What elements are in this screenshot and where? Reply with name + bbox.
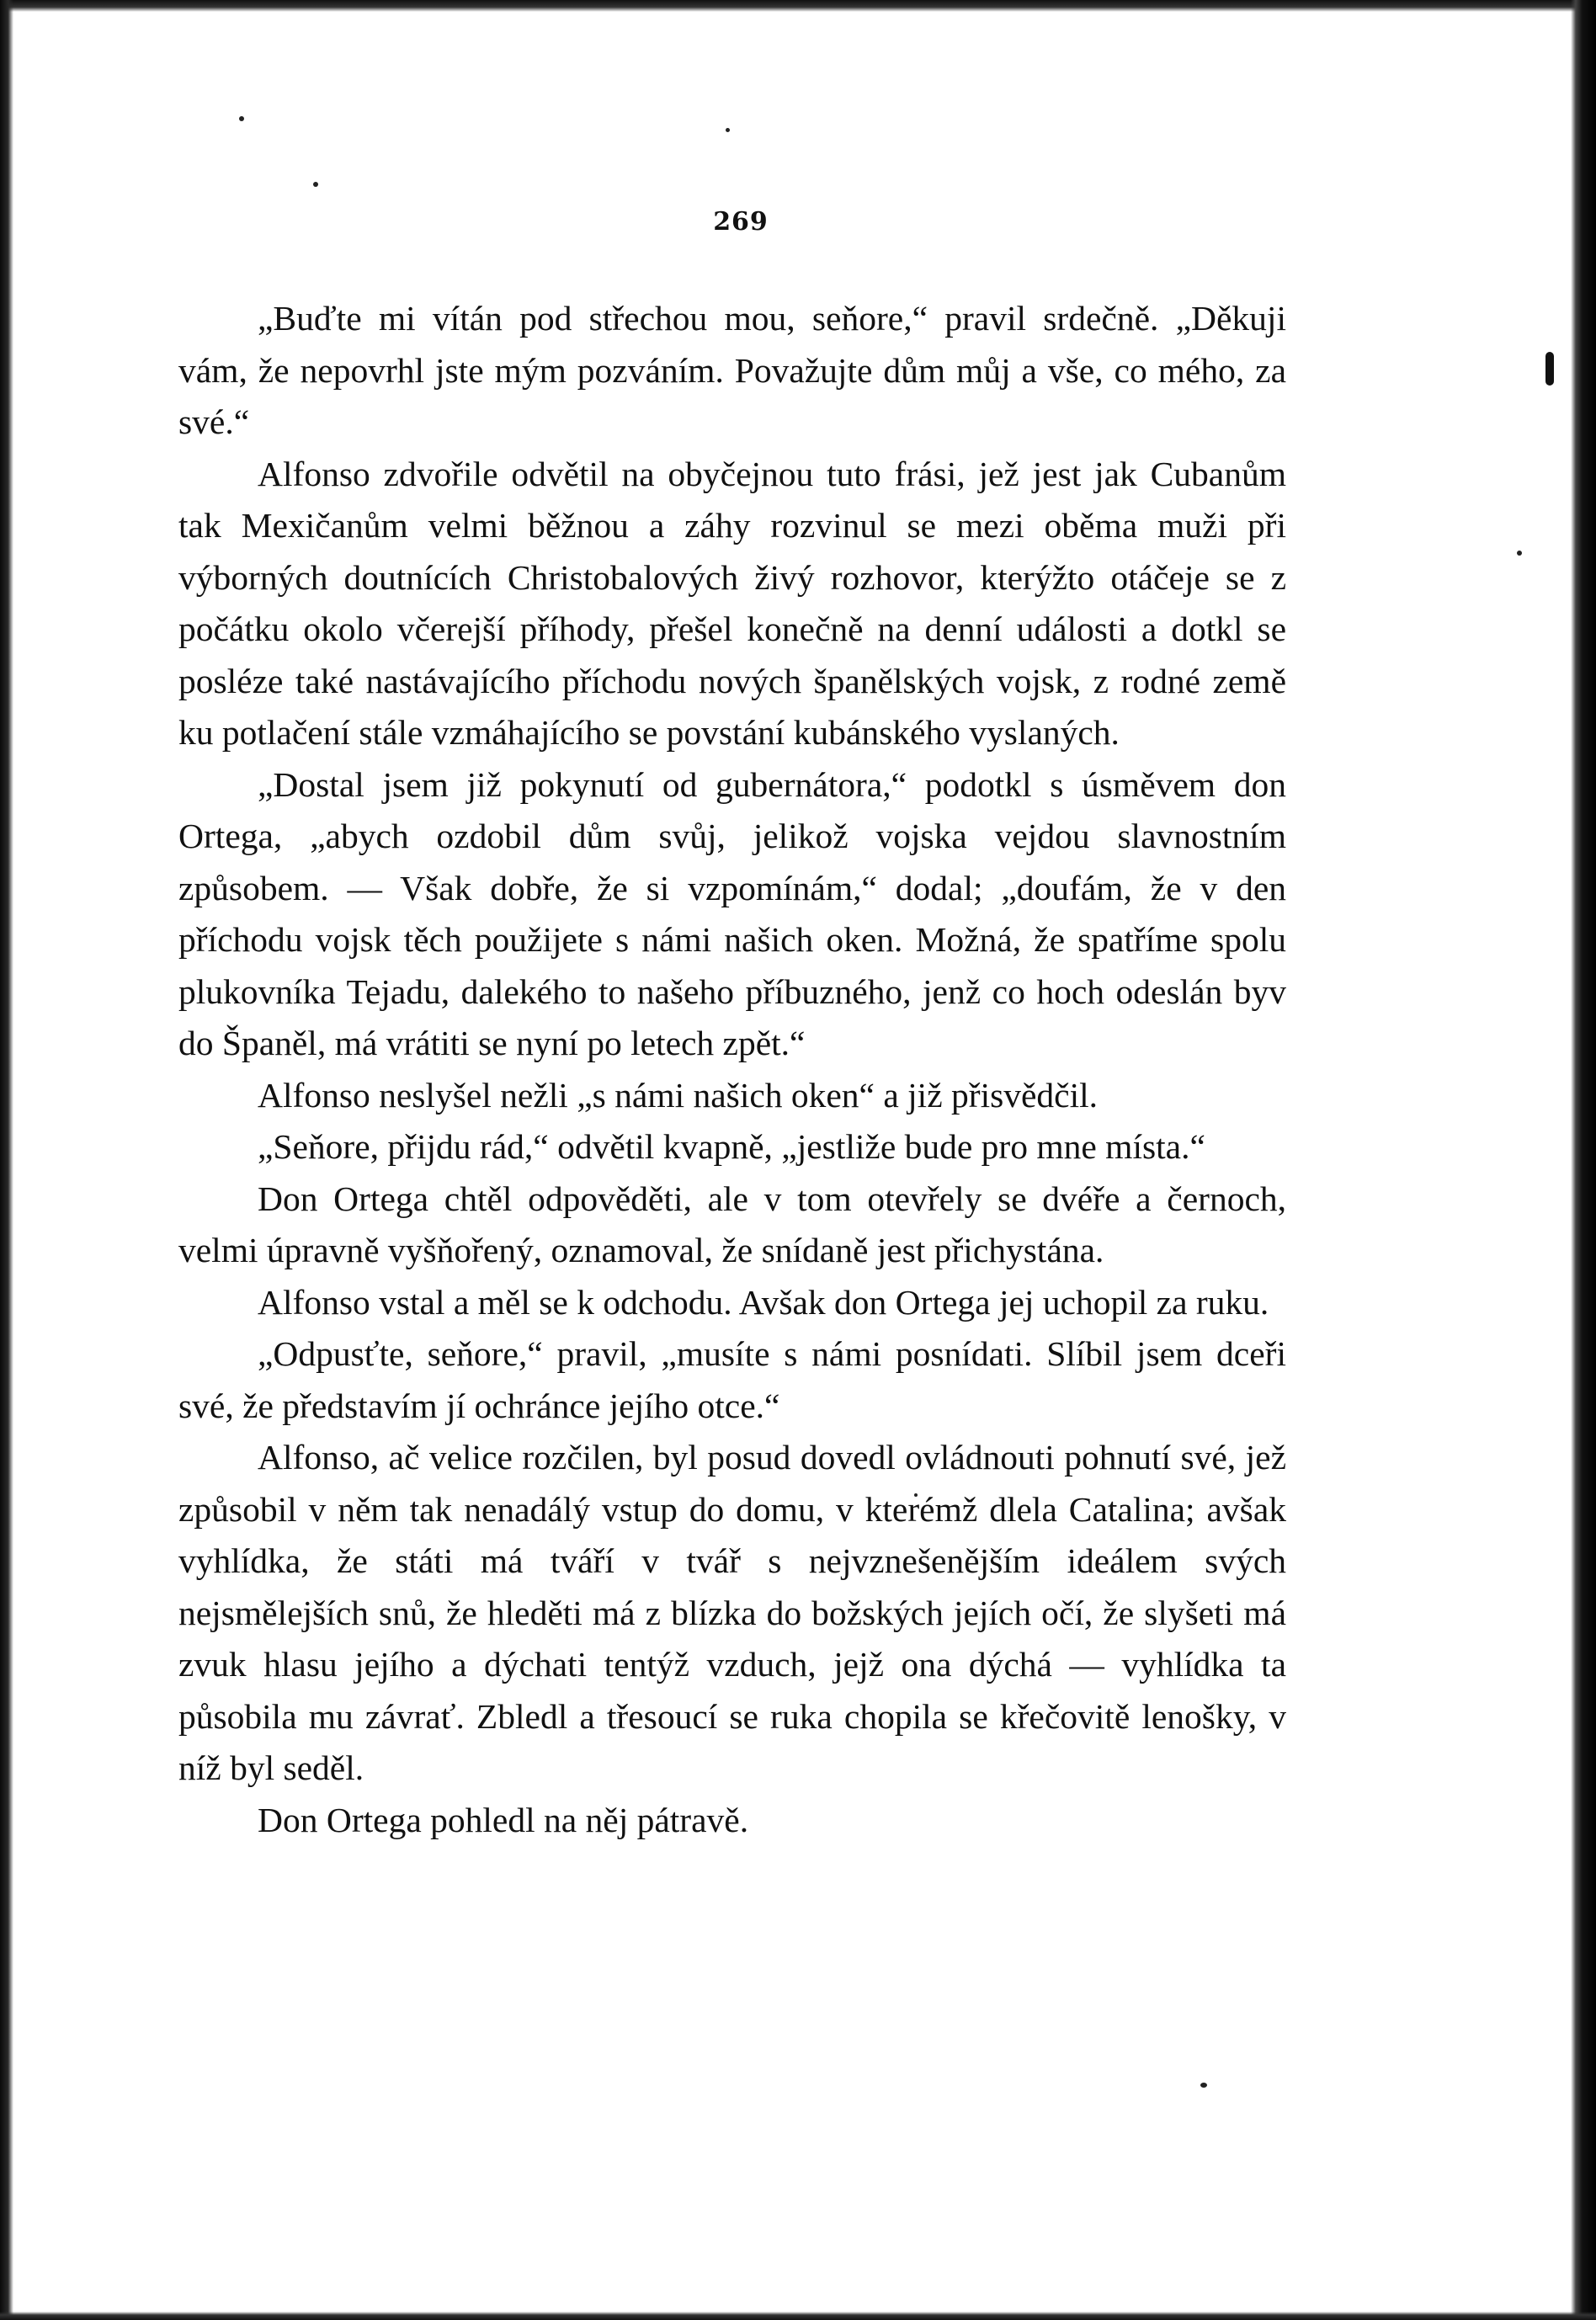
paragraph: Alfonso zdvořile odvětil na obyčejnou tuto frási, jež jest jak Cubanům tak Mexičanům velmi běžnou a záhy rozvinul se mezi oběma muži při výborných doutnících Christobalových živý rozhovor, kterýžto otáčeje se z počátku okolo včerejší příhody, přešel konečně na denní události a dotkl se posléze také nastávajícího příchodu nových španělských vojsk, z rodné země ku potlačení stále vzmáhajícího se povstání kubánského vyslaných.: [178, 454, 1286, 752]
paragraph: Don Ortega chtěl odpověděti, ale v tom otevřely se dvéře a černoch, velmi úpravně vyšňořený, oznamoval, že snídaně jest přichystána.: [178, 1179, 1286, 1269]
paragraph: „Seňore, přijdu rád,“ odvětil kvapně, „jestliže bude pro mne místa.“: [258, 1127, 1205, 1166]
dust-speck: [726, 128, 730, 132]
paragraph: „Odpusťte, seňore,“ pravil, „musíte s námi posnídati. Slíbil jsem dceři své, že představím jí ochránce jejího otce.“: [178, 1334, 1286, 1425]
dust-speck: [313, 182, 318, 187]
dust-speck: [1200, 2083, 1207, 2088]
paragraph: Alfonso vstal a měl se k odchodu. Avšak don Ortega jej uchopil za ruku.: [258, 1282, 1269, 1322]
paragraph: „Dostal jsem již pokynutí od gubernátora,“ podotkl s úsměvem don Ortega, „abych ozdobil dům svůj, jelikož vojska vejdou slavnostním způsobem. — Však dobře, že si vzpomínám,“ dodal; „doufám, že v den příchodu vojsk těch použijete s námi našich oken. Možná, že spatříme spolu plukovníka Tejadu, dalekého to našeho příbuzného, jenž co hoch odeslán byv do Španěl, má vrátiti se nyní po letech zpět.“: [178, 764, 1286, 1062]
dust-speck: [1545, 352, 1554, 386]
dust-speck: [239, 116, 244, 121]
paragraph: Don Ortega pohledl na něj pátravě.: [258, 1800, 749, 1839]
page-number: 269: [713, 207, 769, 237]
paragraph: „Buďte mi vítán pod střechou mou, seňore,“ pravil srdečně. „Děkuji vám, že nepovrhl jste mým pozváním. Považujte dům můj a vše, co mého, za své.“: [178, 299, 1286, 441]
paragraph: Alfonso neslyšel nežli „s námi našich oken“ a již přisvědčil.: [258, 1075, 1099, 1115]
scan-edge-right: [1571, 0, 1596, 2320]
scan-edge-top: [0, 0, 1596, 12]
body-text: [178, 293, 1286, 1846]
paragraph: Alfonso, ač velice rozčilen, byl posud dovedl ovládnouti pohnutí své, jež způsobil v něm tak nenadálý vstup do domu, v kterémž dlela Catalina; avšak vyhlídka, že státi má tváří v tvář s nejvznešenějším ideálem svých nejsmělejších snů, že hleděti má z blízka do božských jejích očí, že slyšeti má zvuk hlasu jejího a dýchati tentýž vzduch, jejž ona dýchá — vyhlídka ta působila mu závrať. Zbledl a třesoucí se ruka chopila se křečovitě lenošky, v níž byl seděl.: [178, 1438, 1286, 1787]
dust-speck: [1517, 551, 1522, 556]
scan-edge-bottom: [0, 2312, 1596, 2320]
scan-edge-left: [0, 0, 13, 2320]
